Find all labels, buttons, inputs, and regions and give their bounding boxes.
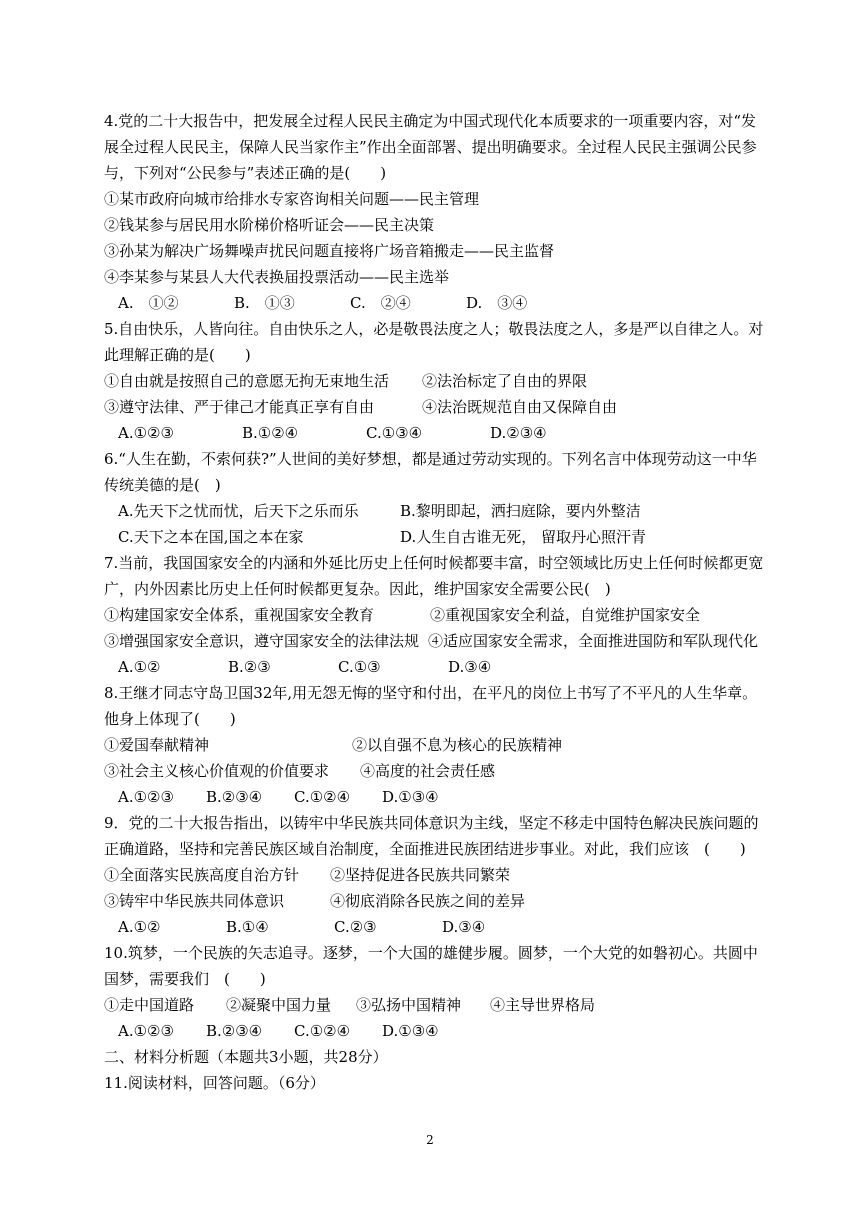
option-b: B. ①③ bbox=[234, 294, 295, 312]
answer-options bbox=[104, 290, 764, 316]
option-b: B.②③④ bbox=[206, 788, 263, 806]
page-content bbox=[104, 108, 764, 1096]
answer-options-row bbox=[104, 498, 764, 524]
answer-options-row bbox=[104, 524, 764, 550]
option-a: A.①② bbox=[118, 658, 161, 676]
statement-item: ①某市政府向城市给排水专家咨询相关问题——民主管理 bbox=[104, 190, 480, 208]
statement-item: ②以自强不息为核心的民族精神 bbox=[352, 736, 563, 754]
question-stem: 8.王继才同志守岛卫国32年,用无怨无悔的坚守和付出，在平凡的岗位上书写了不平凡的人生华章。他身上体现了( ) bbox=[104, 684, 758, 728]
question-stem: 4.党的二十大报告中，把发展全过程人民民主确定为中国式现代化本质要求的一项重要内容，对“发展全过程人民民主，保障人民当家作主”作出全面部署、提出明确要求。全过程人民民主强调公民参与，下列对“公民参与”表述正确的是( ) bbox=[104, 112, 757, 182]
question-10 bbox=[104, 940, 764, 1044]
option-d: D.①③④ bbox=[382, 1022, 439, 1040]
option-d: D.③④ bbox=[448, 658, 492, 676]
statement-row bbox=[104, 888, 764, 914]
statement-row bbox=[104, 394, 764, 420]
option-c: C.②③ bbox=[334, 918, 377, 936]
answer-options bbox=[104, 654, 764, 680]
statement-row bbox=[104, 628, 764, 654]
option-c: C.天下之本在国,国之本在家 bbox=[118, 528, 304, 546]
statement-item: ③遵守法律、严于律己才能真正享有自由 bbox=[104, 398, 375, 416]
statement-row bbox=[104, 732, 764, 758]
question-stem: 7.当前，我国国家安全的内涵和外延比历史上任何时候都要丰富，时空领域比历史上任何时候都更宽广，内外因素比历史上任何时候都更复杂。因此，维护国家安全需要公民( ) bbox=[104, 554, 764, 598]
question-11-stem: 11.阅读材料，回答问题。（6分） bbox=[104, 1074, 325, 1092]
page-number: 2 bbox=[426, 1133, 434, 1147]
option-d: D.③④ bbox=[442, 918, 486, 936]
option-c: C. ②④ bbox=[350, 294, 411, 312]
section-heading: 二、材料分析题（本题共3小题，共28分） bbox=[104, 1048, 388, 1066]
answer-options bbox=[104, 420, 764, 446]
statement-item: ①爱国奉献精神 bbox=[104, 736, 210, 754]
option-b: B.②③ bbox=[228, 658, 271, 676]
statement-row bbox=[104, 862, 764, 888]
option-b: B.①④ bbox=[226, 918, 269, 936]
question-stem: 9．党的二十大报告指出，以铸牢中华民族共同体意识为主线，坚定不移走中国特色解决民族问题的正确道路，坚持和完善民族区域自治制度，全面推进民族团结进步事业。对此，我们应该 ( ) bbox=[104, 814, 759, 858]
question-7 bbox=[104, 550, 764, 680]
option-c: C.①②④ bbox=[294, 788, 351, 806]
statement-item: ③弘扬中国精神 bbox=[356, 996, 462, 1014]
question-4 bbox=[104, 108, 764, 316]
option-a: A.先天下之忧而忧，后天下之乐而乐 bbox=[118, 502, 359, 520]
statement-item: ④彻底消除各民族之间的差异 bbox=[330, 892, 526, 910]
option-a: A.①② bbox=[118, 918, 161, 936]
question-stem: 5.自由快乐，人皆向往。自由快乐之人，必是敬畏法度之人；敬畏法度之人，多是严以自律之人。对此理解正确的是( ) bbox=[104, 320, 764, 364]
question-stem: 10.筑梦，一个民族的矢志追寻。逐梦，一个大国的雄健步履。圆梦，一个大党的如磐初心。共圆中国梦，需要我们 ( ) bbox=[104, 944, 758, 988]
statement-item: ①全面落实民族高度自治方针 bbox=[104, 866, 300, 884]
statement-item: ②凝聚中国力量 bbox=[226, 996, 332, 1014]
statement-item: ④适应国家安全需求，全面推进国防和军队现代化 bbox=[428, 632, 759, 650]
statement-item: ①构建国家安全体系，重视国家安全教育 bbox=[104, 606, 375, 624]
statement-item: ②钱某参与居民用水阶梯价格听证会——民主决策 bbox=[104, 216, 435, 234]
statement-item: ④主导世界格局 bbox=[490, 996, 596, 1014]
answer-options bbox=[104, 1018, 764, 1044]
statement-item: ①自由就是按照自己的意愿无拘无束地生活 bbox=[104, 372, 390, 390]
option-a: A.①②③ bbox=[118, 788, 174, 806]
question-9 bbox=[104, 810, 764, 940]
question-6 bbox=[104, 446, 764, 550]
statement-row bbox=[104, 992, 764, 1018]
option-b: B.②③④ bbox=[206, 1022, 263, 1040]
statement-item: ②重视国家安全利益，自觉维护国家安全 bbox=[430, 606, 701, 624]
statement-item: ③社会主义核心价值观的价值要求 bbox=[104, 762, 330, 780]
statement-item: ②坚持促进各民族共同繁荣 bbox=[330, 866, 511, 884]
option-c: C.①②④ bbox=[294, 1022, 351, 1040]
option-c: C.①③ bbox=[338, 658, 381, 676]
statement-item: ④李某参与某县人大代表换届投票活动——民主选举 bbox=[104, 268, 450, 286]
answer-options bbox=[104, 784, 764, 810]
answer-options bbox=[104, 914, 764, 940]
statement-item: ④高度的社会责任感 bbox=[360, 762, 496, 780]
statement-item: ②法治标定了自由的界限 bbox=[422, 372, 588, 390]
option-d: D.②③④ bbox=[490, 424, 547, 442]
statement-item: ③铸牢中华民族共同体意识 bbox=[104, 892, 285, 910]
question-5 bbox=[104, 316, 764, 446]
option-c: C.①③④ bbox=[366, 424, 423, 442]
option-a: A. ①② bbox=[118, 294, 179, 312]
statement-item: ③增强国家安全意识，遵守国家安全的法律法规 bbox=[104, 632, 420, 650]
option-d: D.人生自古谁无死， 留取丹心照汗青 bbox=[400, 528, 647, 546]
question-stem: 6.“人生在勤，不索何获?”人世间的美好梦想，都是通过劳动实现的。下列名言中体现劳动这一中华传统美德的是( ) bbox=[104, 450, 757, 494]
statement-row bbox=[104, 758, 764, 784]
statement-row bbox=[104, 368, 764, 394]
option-a: A.①②③ bbox=[118, 1022, 174, 1040]
statement-item: ④法治既规范自由又保障自由 bbox=[422, 398, 618, 416]
statement-item: ③孙某为解决广场舞噪声扰民问题直接将广场音箱搬走——民主监督 bbox=[104, 242, 555, 260]
statement-item: ①走中国道路 bbox=[104, 996, 195, 1014]
option-d: D. ③④ bbox=[466, 294, 528, 312]
option-b: B.黎明即起，洒扫庭除，要内外整洁 bbox=[400, 502, 641, 520]
option-a: A.①②③ bbox=[118, 424, 174, 442]
option-b: B.①②④ bbox=[242, 424, 299, 442]
option-d: D.①③④ bbox=[382, 788, 439, 806]
statement-row bbox=[104, 602, 764, 628]
question-8 bbox=[104, 680, 764, 810]
